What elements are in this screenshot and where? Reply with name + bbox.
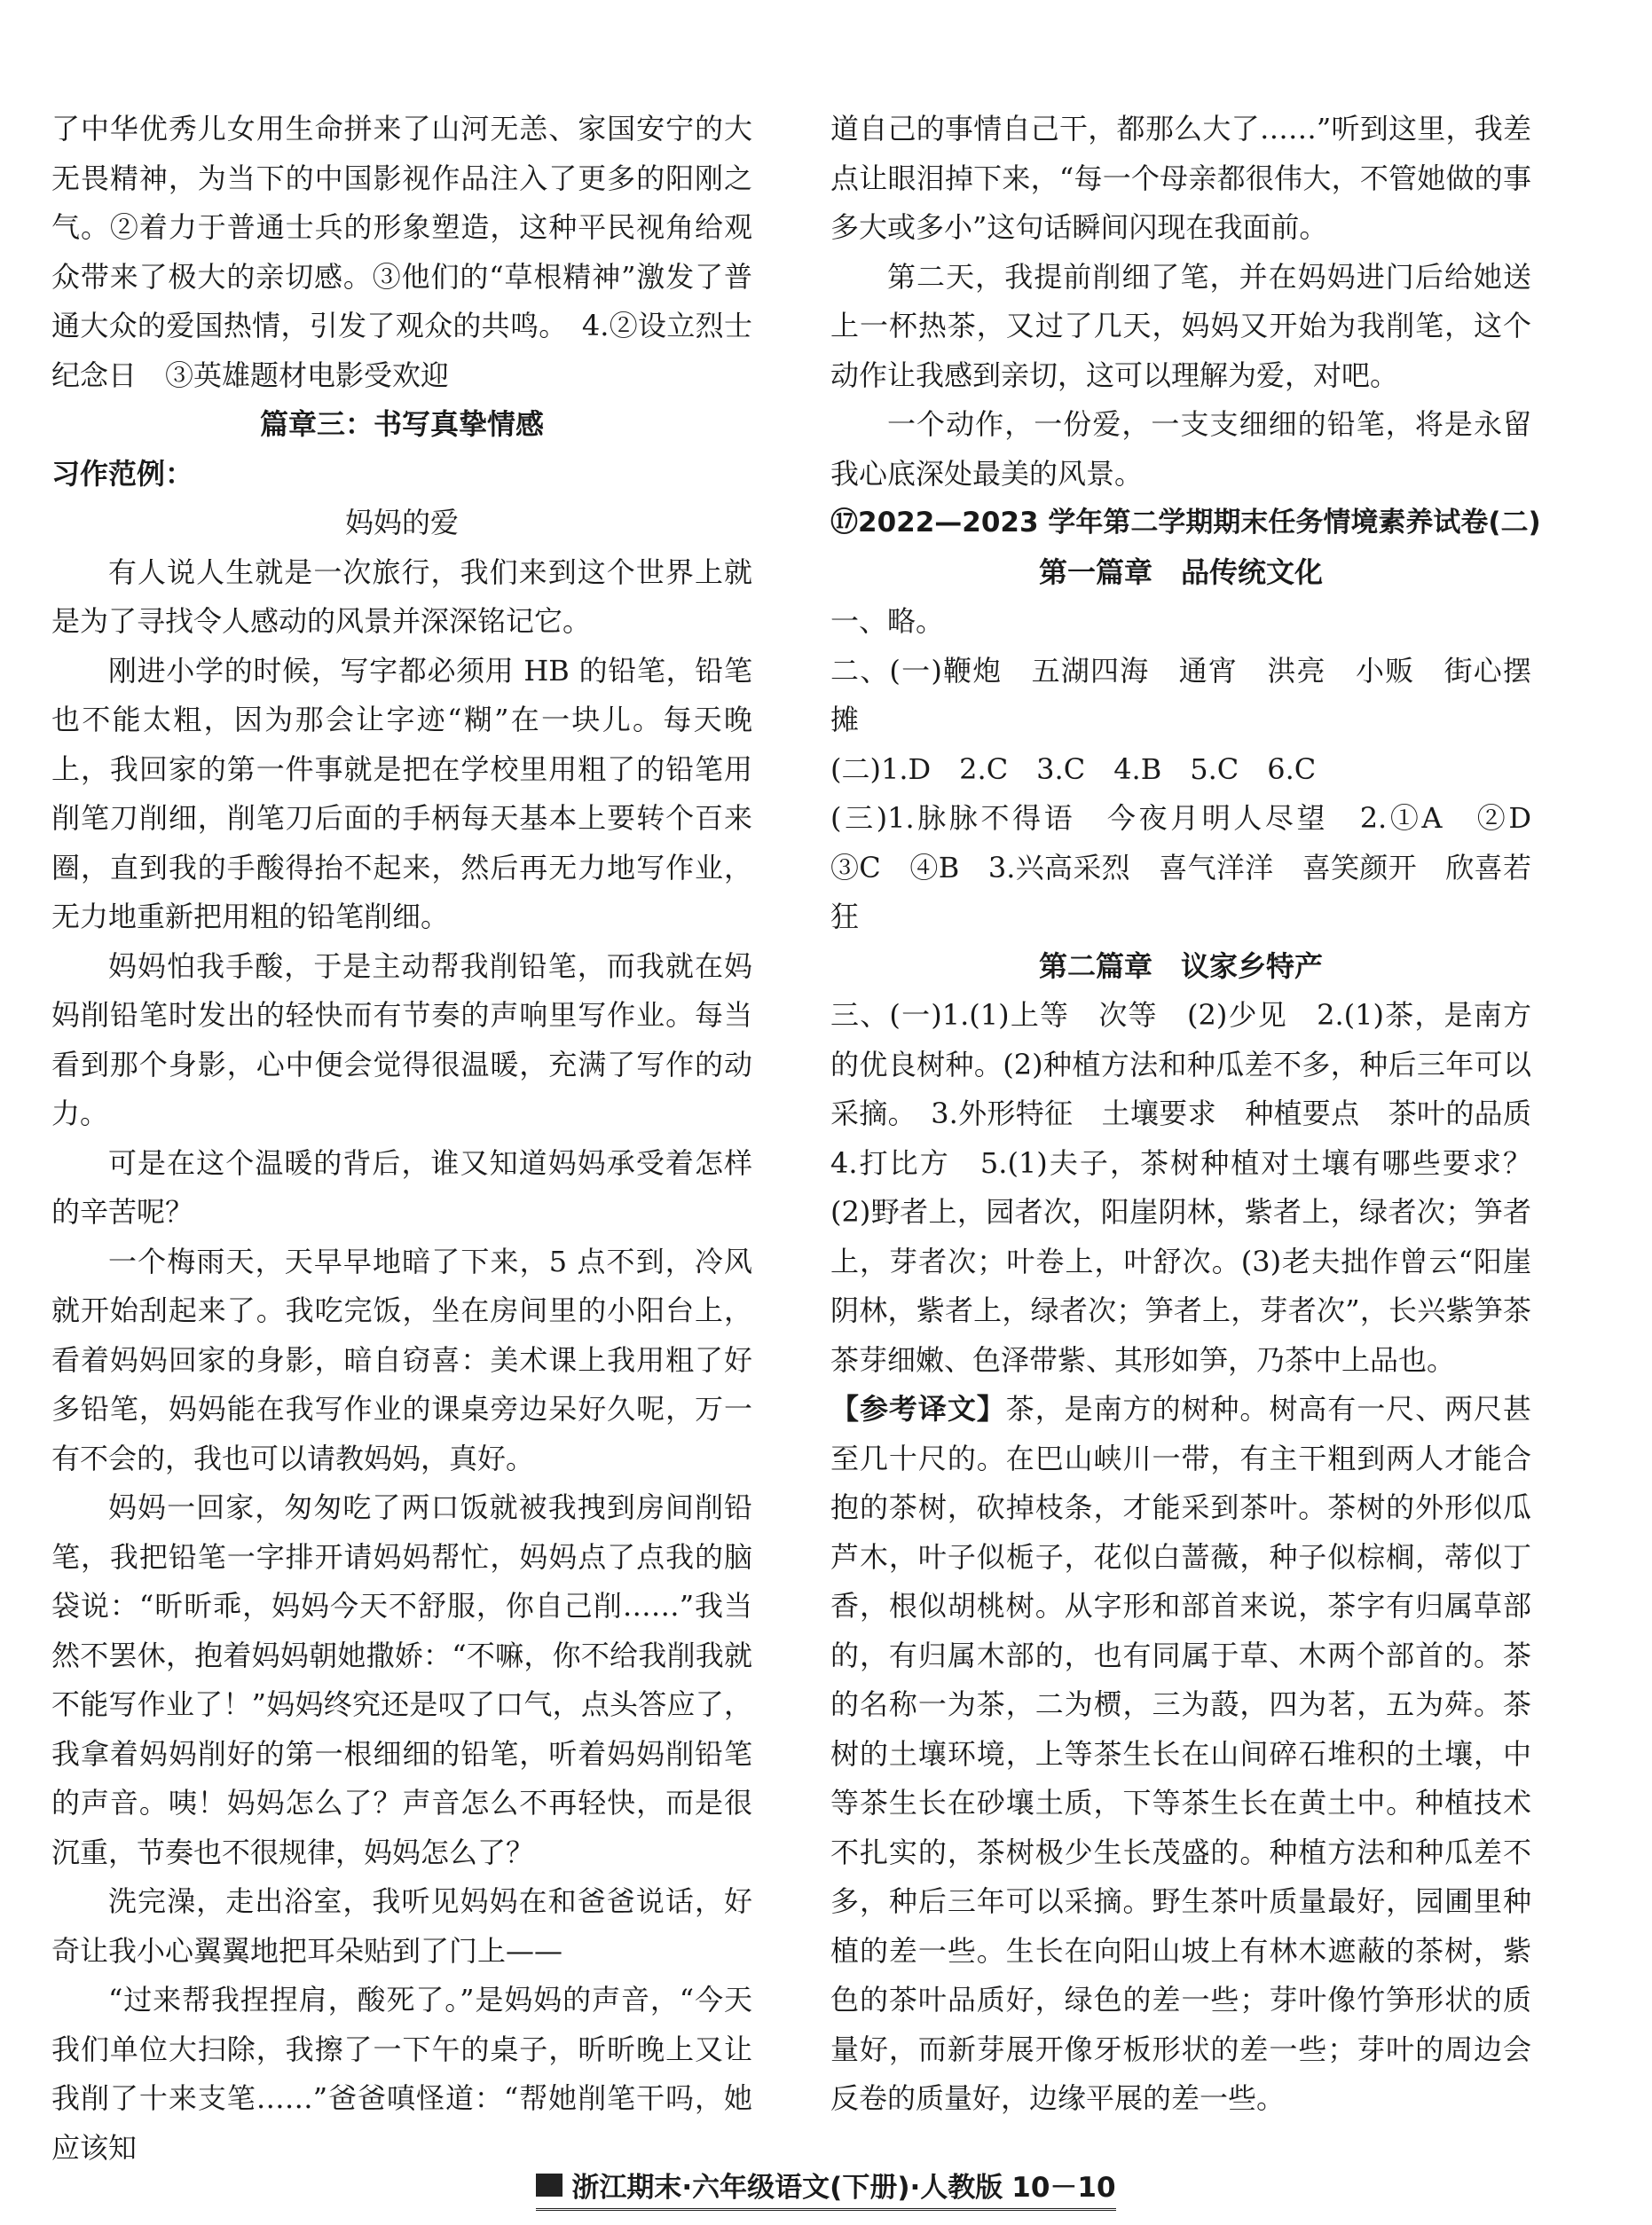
essay-para-4: 可是在这个温暖的背后，谁又知道妈妈承受着怎样的辛苦呢？ (51, 1145, 752, 1229)
right-column (830, 105, 1561, 2124)
chapter-1-title: 第一篇章 品传统文化 (1038, 554, 1323, 589)
essay-para-8: “过来帮我捏捏肩，酸死了。”是妈妈的声音，“今天我们单位大扫除，我擦了一下午的桌子，昕昕晚上又让我削了十来支笔……”爸爸嗔怪道：“帮她削笔干吗，她应该知 (51, 1983, 752, 2165)
page-footer (0, 2165, 1652, 2211)
footer-page-number: 10－10 (1011, 2172, 1116, 2204)
answer-5: 三、(一)1.(1)上等 次等 (2)少见 2.(1)茶，是南方的优良树种。(2)种植方法和种瓜差不多，种后三年可以采摘。 3.外形特征 土壤要求 种植要点 茶叶的品质 4.打比方 5.(1)夫子，茶树种植对土壤有哪些要求？(2)野者上，园者次，阳崖阴林，紫者上，绿者次；笋者上，芽者次；叶卷上，叶舒次。(3)老夫拙作曾云“阳崖阴林，紫者上，绿者次；笋者上，芽者次”，长兴紫笋茶茶芽细嫩、色泽带紫、其形如笋，乃茶中上品也。 (830, 998, 1561, 1377)
left-column (51, 105, 752, 2173)
section-title: 篇章三：书写真挚情感 (259, 407, 544, 441)
reference-text: 茶，是南方的树种。树高有一尺、两尺甚至几十尺的。在巴山峡川一带，有主干粗到两人才能合抱的茶树，砍掉枝条，才能采到茶叶。茶树的外形似瓜芦木，叶子似栀子，花似白蔷薇，种子似棕榈，蒂似丁香，根似胡桃树。从字形和部首来说，茶字有归属草部的，有归属木部的，也有同属于草、木两个部首的。茶的名称一为茶，二为槚，三为蔎，四为茗，五为荈。茶树的土壤环境，上等茶生长在山间碎石堆积的土壤，中等茶生长在砂壤土质，下等茶生长在黄土中。种植技术不扎实的，茶树极少生长茂盛的。种植方法和种瓜差不多，种后三年可以采摘。野生茶叶质量最好，园圃里种植的差一些。生长在向阳山坡上有林木遮蔽的茶树，紫色的茶叶品质好，绿色的差一些；芽叶像竹笋形状的质量好，而新芽展开像牙板形状的差一些；芽叶的周边会反卷的质量好，边缘平展的差一些。 (830, 1392, 1531, 2115)
answer-2: 二、(一)鞭炮 五湖四海 通宵 洪亮 小贩 街心摆摊 (830, 653, 1531, 736)
left-para-continued: 了中华优秀儿女用生命拼来了山河无恙、家国安宁的大无畏精神，为当下的中国影视作品注入了更多的阳刚之气。②着力于普通士兵的形象塑造，这种平民视角给观众带来了极大的亲切感。③他们的“草根精神”激发了普通大众的爱国热情，引发了观众的共鸣。 4.②设立烈士纪念日 ③英雄题材电影受欢迎 (51, 112, 752, 392)
footer-square-icon (536, 2174, 562, 2197)
chapter-2-title: 第二篇章 议家乡特产 (1038, 948, 1323, 983)
exam-title: ⑰2022—2023 学年第二学期期末任务情境素养试卷(二) (830, 507, 1541, 539)
essay-para-11: 一个动作，一份爱，一支支细细的铅笔，将是永留我心底深处最美的风景。 (830, 407, 1531, 491)
essay-para-9: 道自己的事情自己干，都那么大了……”听到这里，我差点让眼泪掉下来，“每一个母亲都很伟大，不管她做的事多大或多小”这句话瞬间闪现在我面前。 (830, 112, 1531, 244)
essay-para-3: 妈妈怕我手酸，于是主动帮我削铅笔，而我就在妈妈削铅笔时发出的轻快而有节奏的声响里写作业。每当看到那个身影，心中便会觉得很温暖，充满了写作的动力。 (51, 948, 752, 1130)
reference-translation (830, 1385, 1531, 2124)
essay-para-1: 有人说人生就是一次旅行，我们来到这个世界上就是为了寻找令人感动的风景并深深铭记它。 (51, 554, 752, 638)
answer-4: (三)1.脉脉不得语 今夜月明人尽望 2.①A ②D ③C ④B 3.兴高采烈 喜气洋洋 喜笑颜开 欣喜若狂 (830, 801, 1561, 933)
example-label: 习作范例： (51, 456, 194, 491)
essay-para-6: 妈妈一回家，匆匆吃了两口饭就被我拽到房间削铅笔，我把铅笔一字排开请妈妈帮忙，妈妈点了点我的脑袋说：“昕昕乖，妈妈今天不舒服，你自己削……”我当然不罢休，抱着妈妈朝她撒娇：“不嘛，你不给我削我就不能写作业了！”妈妈终究还是叹了口气，点头答应了，我拿着妈妈削好的第一根细细的铅笔，听着妈妈削铅笔的声音。咦！妈妈怎么了？声音怎么不再轻快，而是很沉重，节奏也不很规律，妈妈怎么了？ (51, 1490, 752, 1869)
answer-3: (二)1.D 2.C 3.C 4.B 5.C 6.C (830, 751, 1317, 786)
essay-para-10: 第二天，我提前削细了笔，并在妈妈进门后给她送上一杯热茶，又过了几天，妈妈又开始为我削笔，这个动作让我感到亲切，这可以理解为爱，对吧。 (830, 259, 1531, 392)
essay-para-2: 刚进小学的时候，写字都必须用 HB 的铅笔，铅笔也不能太粗，因为那会让字迹“糊”在一块儿。每天晚上，我回家的第一件事就是把在学校里用粗了的铅笔用削笔刀削细，削笔刀后面的手柄每天基本上要转个百来圈，直到我的手酸得抬不起来，然后再无力地写作业，无力地重新把用粗的铅笔削细。 (51, 653, 752, 933)
footer-title: 浙江期末·六年级语文(下册)·人教版 (571, 2172, 1003, 2204)
essay-para-7: 洗完澡，走出浴室，我听见妈妈在和爸爸说话，好奇让我小心翼翼地把耳朵贴到了门上—— (51, 1884, 752, 1968)
essay-title: 妈妈的爱 (344, 506, 459, 539)
answer-1: 一、略。 (830, 604, 945, 638)
essay-para-5: 一个梅雨天，天早早地暗了下来，5 点不到，冷风就开始刮起来了。我吃完饭，坐在房间里的小阳台上，看着妈妈回家的身影，暗自窃喜：美术课上我用粗了好多铅笔，妈妈能在我写作业的课桌旁边呆好久呢，万一有不会的，我也可以请教妈妈，真好。 (51, 1244, 752, 1475)
reference-label: 【参考译文】 (830, 1392, 1006, 1426)
